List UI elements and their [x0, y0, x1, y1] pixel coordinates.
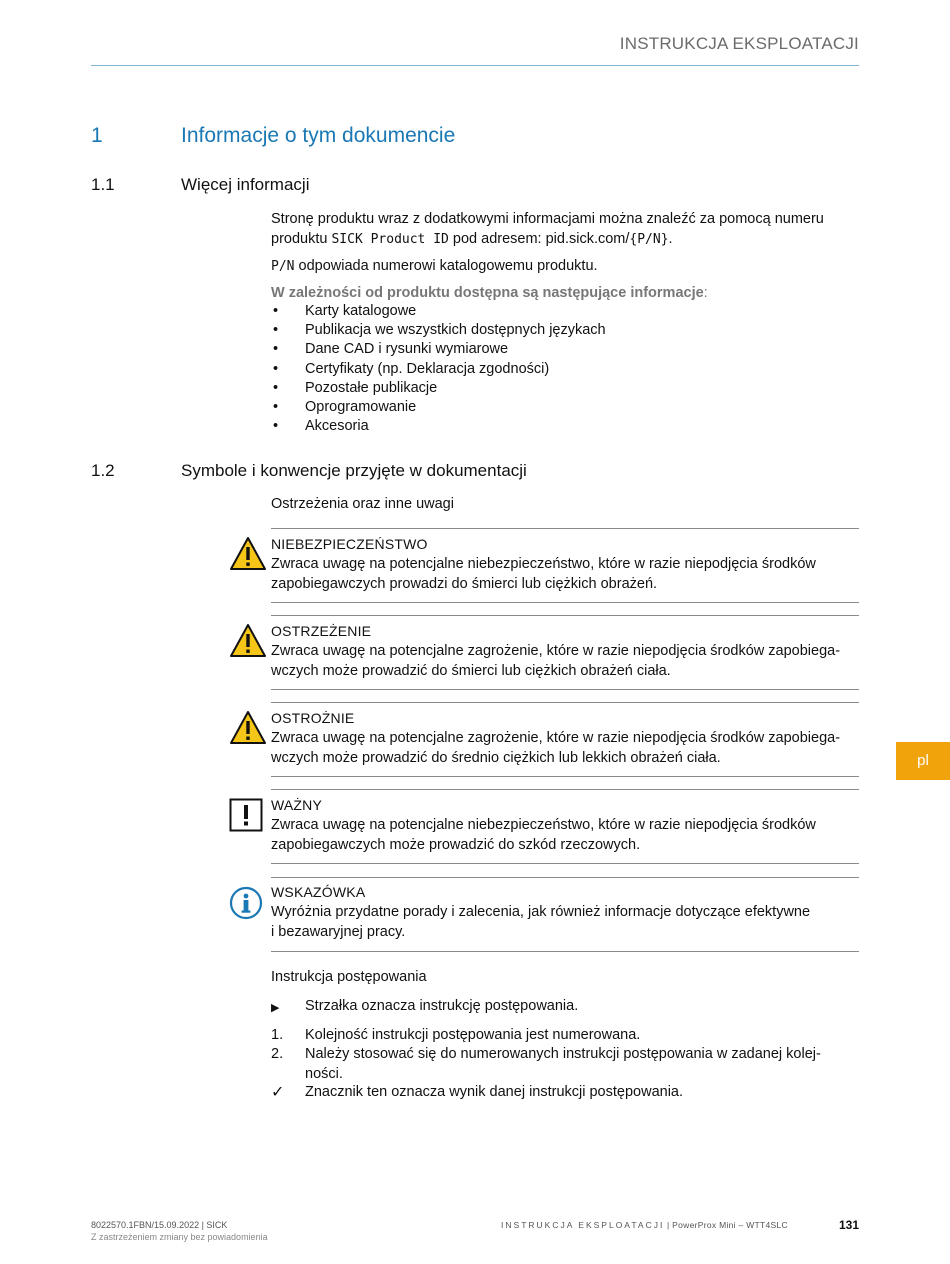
box-top-rule — [271, 702, 859, 703]
box-bottom-rule — [271, 951, 859, 952]
section-1-number: 1 — [91, 124, 103, 147]
list-item: • Publikacja we wszystkich dostępnych językach — [271, 321, 771, 340]
available-info-list — [271, 302, 771, 436]
box-top-rule — [271, 528, 859, 529]
exclamation-box-icon — [229, 798, 263, 832]
result-step: ✓ Znacznik ten oznacza wynik danej instrukcji postępowania. — [271, 1082, 684, 1101]
important-title: WAŻNY — [271, 797, 323, 813]
footer-doc-title: INSTRUKCJA EKSPLOATACJI | PowerProx Mini – WTT4SLC — [501, 1220, 788, 1230]
box-bottom-rule — [271, 863, 859, 864]
section-1-1-number: 1.1 — [91, 175, 115, 194]
box-bottom-rule — [271, 776, 859, 777]
pn-code: P/N — [271, 259, 295, 274]
box-bottom-rule — [271, 689, 859, 690]
pn-paragraph: P/N odpowiada numerowi katalogowemu produktu. — [271, 258, 598, 274]
page-number: 131 — [838, 1218, 859, 1232]
box-top-rule — [271, 789, 859, 790]
caution-title: OSTROŻNIE — [271, 710, 355, 726]
warning-title: OSTRZEŻENIE — [271, 623, 372, 639]
warning-triangle-icon — [229, 710, 267, 746]
box-top-rule — [271, 877, 859, 878]
list-item: • Dane CAD i rysunki wymiarowe — [271, 340, 771, 359]
numbered-step: 1. Kolejność instrukcji postępowania jest numerowana. — [271, 1027, 641, 1043]
product-info-paragraph — [271, 209, 861, 250]
list-item: • Karty katalogowe — [271, 302, 771, 321]
arrow-instruction: ▶ Strzałka oznacza instrukcję postępowania. — [271, 997, 865, 1017]
list-item: • Pozostałe publikacje — [271, 379, 771, 398]
list-item: • Akcesoria — [271, 417, 771, 436]
section-1-2-number: 1.2 — [91, 461, 115, 480]
header-divider — [91, 65, 859, 66]
list-item: • Oprogramowanie — [271, 398, 771, 417]
important-text: Zwraca uwagę na potencjalne niebezpieczeństwo, które w razie niepodjęcia środków zapobiegawczych może prowadzić do szkód rzeczowych. — [271, 817, 816, 853]
danger-text: Zwraca uwagę na potencjalne niebezpieczeństwo, które w razie niepodjęcia środków zapobiegawczych prowadzi do śmierci lub ciężkich obrażeń. — [271, 556, 816, 592]
box-bottom-rule — [271, 602, 859, 603]
section-1-1-title: Więcej informacji — [181, 175, 310, 194]
paragraph-line: Stronę produktu wraz z dodatkowymi informacjami można znaleźć za pomocą numeru — [271, 211, 824, 227]
list-item: • Certyfikaty (np. Deklaracja zgodności) — [271, 360, 771, 379]
warning-triangle-icon — [229, 623, 267, 659]
footer-doc-info: 8022570.1FBN/15.09.2022 | SICK Z zastrzeżeniem zmiany bez powiadomienia — [91, 1220, 268, 1242]
section-1-2-title: Symbole i konwencje przyjęte w dokumentacji — [181, 461, 527, 480]
checkmark-icon: ✓ — [271, 1082, 285, 1101]
warnings-heading: Ostrzeżenia oraz inne uwagi — [271, 496, 454, 512]
language-tab[interactable]: pl — [896, 742, 950, 780]
warning-triangle-icon — [229, 536, 267, 572]
note-title: WSKAZÓWKA — [271, 884, 366, 900]
paragraph-line: produktu SICK Product ID pod adresem: pid.sick.com/{P/N}. — [271, 231, 673, 247]
product-id-code: SICK Product ID — [331, 232, 449, 247]
running-header-title: INSTRUKCJA EKSPLOATACJI — [619, 34, 859, 53]
note-text: Wyróżnia przydatne porady i zalecenia, jak również informacje dotyczące efektywne i bezawaryjnej pracy. — [271, 904, 811, 940]
available-info-lead: W zależności od produktu dostępna są następujące informacje: — [271, 285, 708, 301]
numbered-step: 2. Należy stosować się do numerowanych instrukcji postępowania w zadanej kolej- ności. — [271, 1046, 821, 1082]
box-top-rule — [271, 615, 859, 616]
danger-title: NIEBEZPIECZEŃSTWO — [271, 536, 428, 552]
instructions-heading: Instrukcja postępowania — [271, 969, 427, 985]
warning-text: Zwraca uwagę na potencjalne zagrożenie, które w razie niepodjęcia środków zapobiega- wczych może prowadzić do śmierci lub ciężkich obrażeń ciała. — [271, 643, 841, 679]
section-1-title: Informacje o tym dokumencie — [181, 124, 456, 147]
pn-code: {P/N} — [629, 232, 669, 247]
arrow-right-icon: ▶ — [271, 1002, 280, 1014]
info-circle-icon — [229, 886, 263, 920]
caution-text: Zwraca uwagę na potencjalne zagrożenie, które w razie niepodjęcia środków zapobiega- wczych może prowadzić do średnio ciężkich lub lekkich obrażeń ciała. — [271, 730, 841, 766]
